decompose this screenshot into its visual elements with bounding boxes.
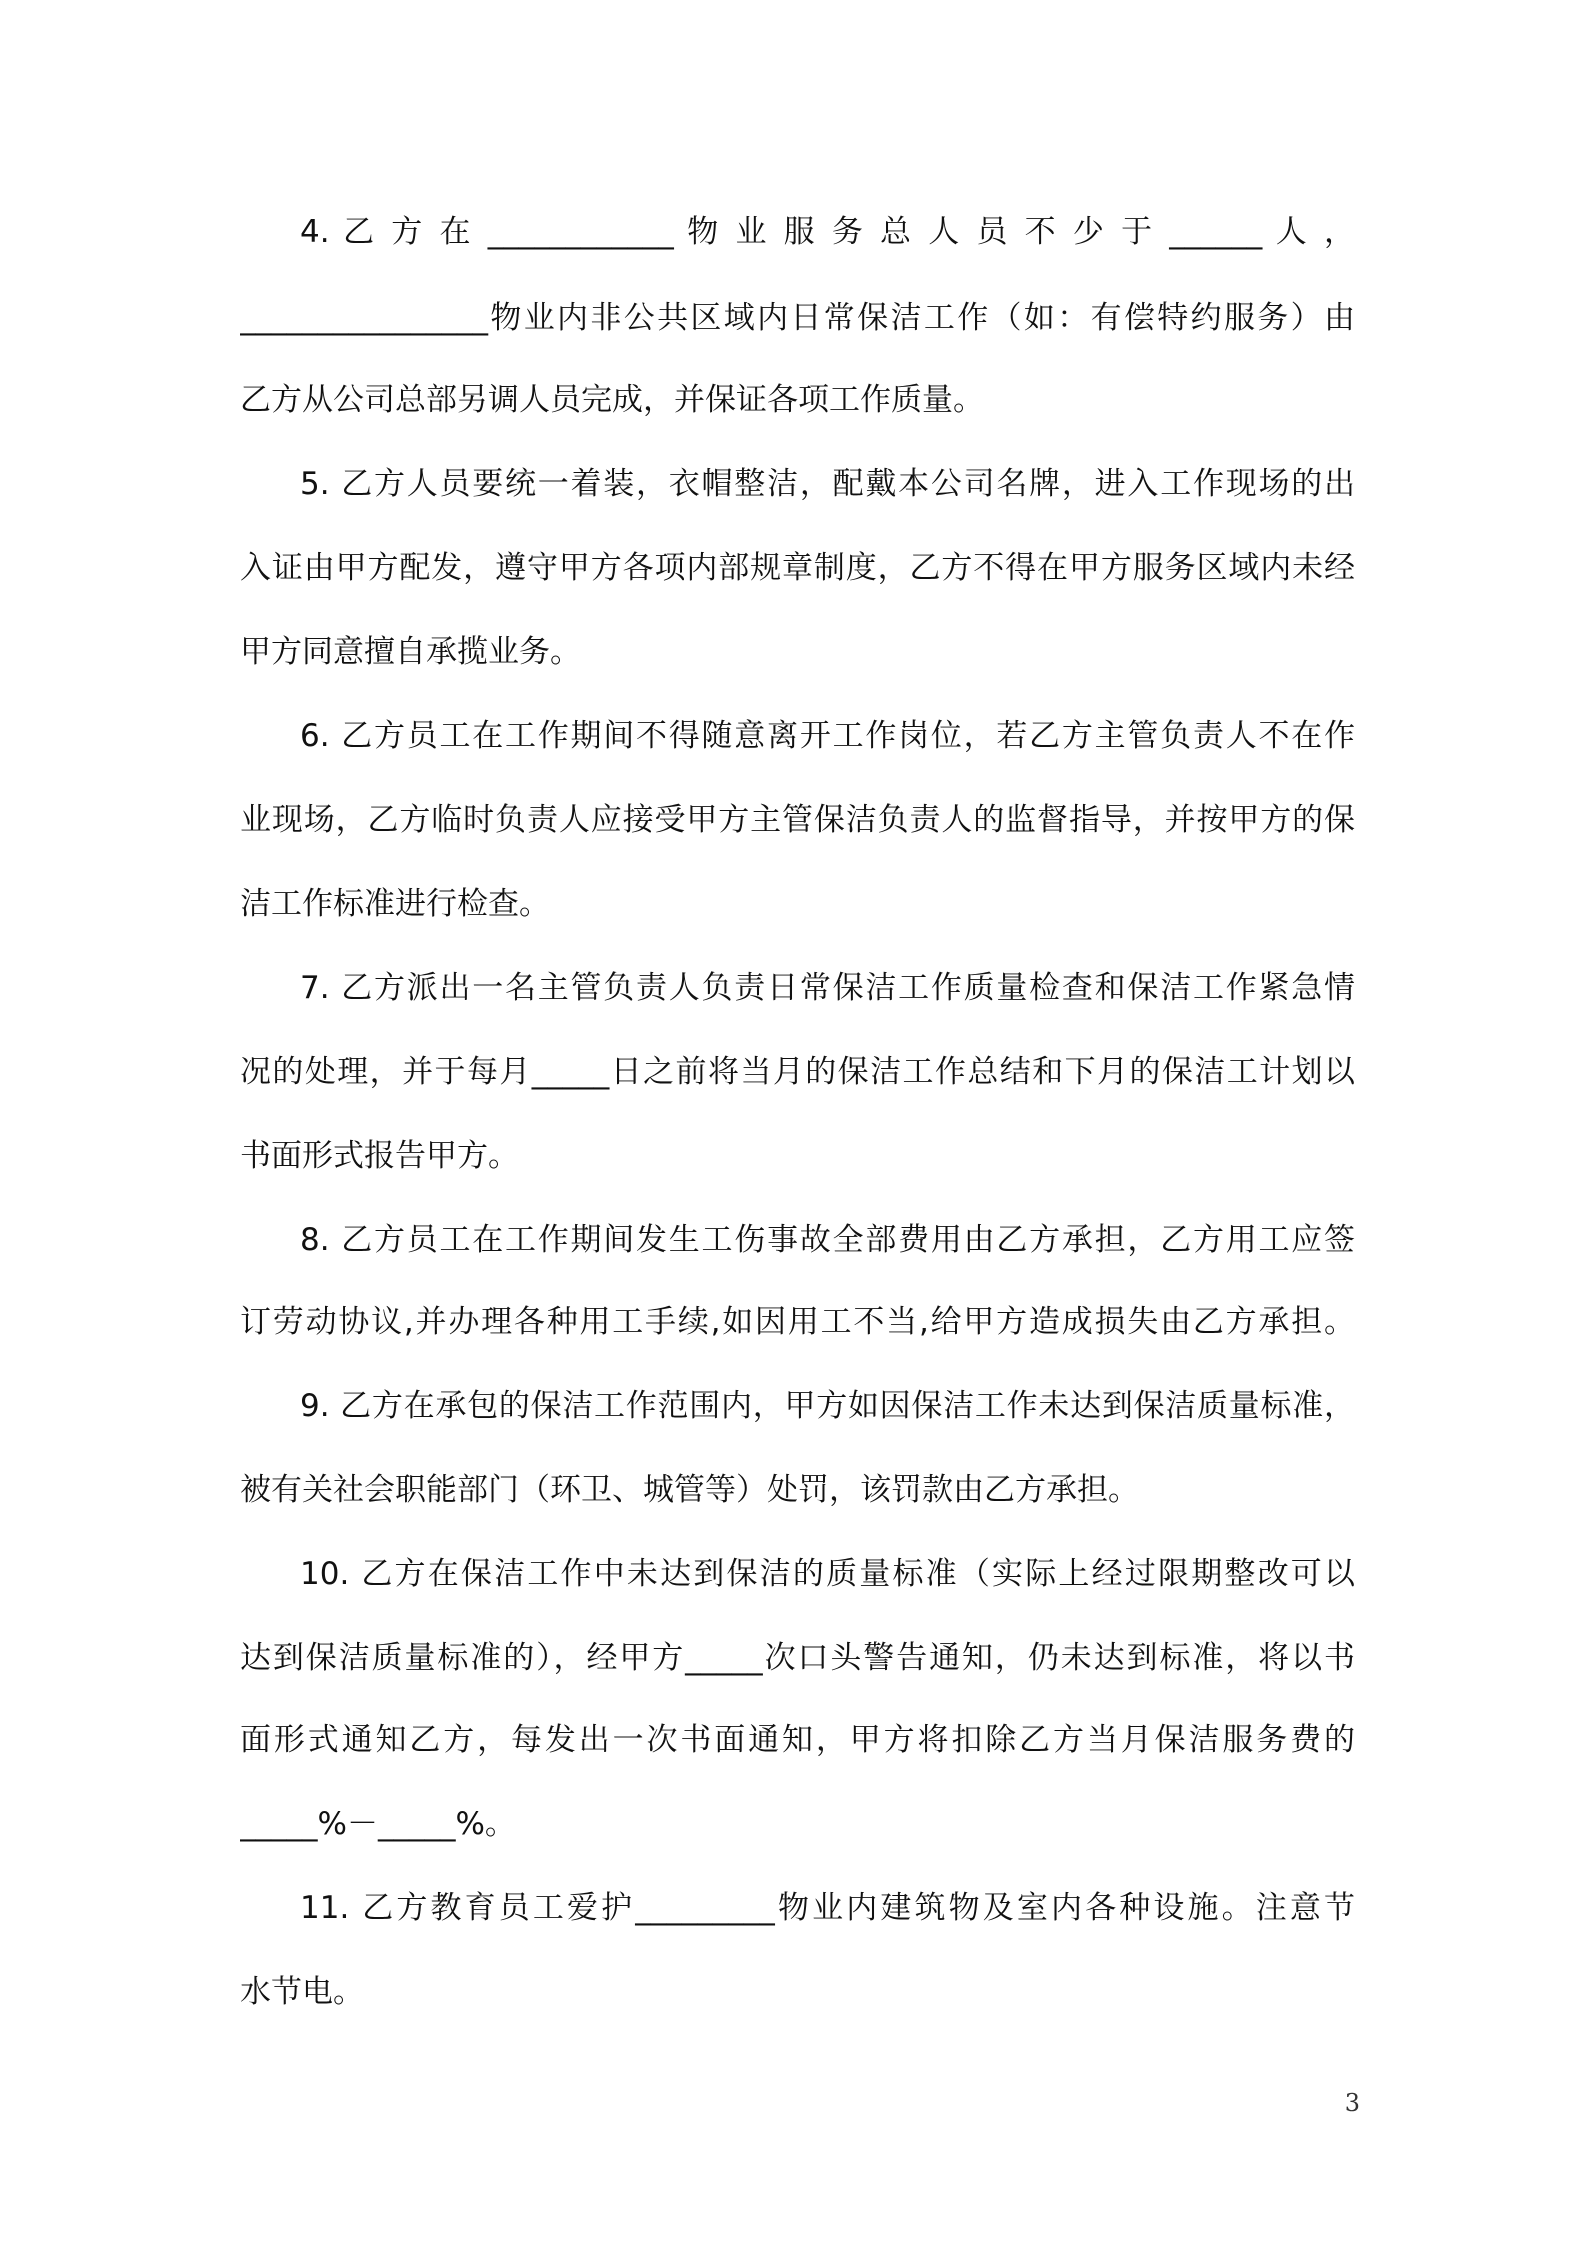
clause-6-line-1: 6. 乙方员工在工作期间不得随意离开工作岗位，若乙方主管负责人不在作 bbox=[300, 718, 1355, 754]
clause-11-line-2: 水节电。 bbox=[240, 1974, 364, 2010]
clause-8-line-1: 8. 乙方员工在工作期间发生工伤事故全部费用由乙方承担，乙方用工应签 bbox=[300, 1222, 1355, 1258]
clause-10-line-4: _____%－_____%。 bbox=[240, 1806, 516, 1842]
clause-10-line-1: 10. 乙方在保洁工作中未达到保洁的质量标准（实际上经过限期整改可以 bbox=[300, 1556, 1355, 1592]
clause-4-line-3: 乙方从公司总部另调人员完成，并保证各项工作质量。 bbox=[240, 382, 984, 418]
clause-4-line-2: ________________物业内非公共区域内日常保洁工作（如：有偿特约服务）由 bbox=[240, 300, 1355, 336]
clause-11-line-1: 11. 乙方教育员工爱护_________物业内建筑物及室内各种设施。注意节 bbox=[300, 1890, 1355, 1926]
page-number: 3 bbox=[1344, 2089, 1360, 2117]
clause-9-line-1: 9. 乙方在承包的保洁工作范围内，甲方如因保洁工作未达到保洁质量标准， bbox=[300, 1388, 1355, 1424]
clause-5-line-2: 入证由甲方配发，遵守甲方各项内部规章制度，乙方不得在甲方服务区域内未经 bbox=[240, 550, 1355, 586]
clause-7-line-3: 书面形式报告甲方。 bbox=[240, 1138, 519, 1174]
clause-5-line-1: 5. 乙方人员要统一着装，衣帽整洁，配戴本公司名牌，进入工作现场的出 bbox=[300, 466, 1355, 502]
clause-9-line-2: 被有关社会职能部门（环卫、城管等）处罚，该罚款由乙方承担。 bbox=[240, 1472, 1139, 1508]
clause-10-line-2: 达到保洁质量标准的），经甲方_____次口头警告通知，仍未达到标准，将以书 bbox=[240, 1640, 1355, 1676]
clause-8-line-2: 订劳动协议,并办理各种用工手续,如因用工不当,给甲方造成损失由乙方承担。 bbox=[240, 1304, 1355, 1340]
clause-10-line-3: 面形式通知乙方，每发出一次书面通知，甲方将扣除乙方当月保洁服务费的 bbox=[240, 1722, 1355, 1758]
clause-7-line-2: 况的处理，并于每月_____日之前将当月的保洁工作总结和下月的保洁工计划以 bbox=[240, 1054, 1355, 1090]
clause-5-line-3: 甲方同意擅自承揽业务。 bbox=[240, 634, 581, 670]
clause-6-line-3: 洁工作标准进行检查。 bbox=[240, 886, 550, 922]
clause-4-line-1: 4. 乙 方 在 ____________ 物 业 服 务 总 人 员 不 少 于 ______ 人 ， bbox=[300, 214, 1355, 250]
clause-6-line-2: 业现场，乙方临时负责人应接受甲方主管保洁负责人的监督指导，并按甲方的保 bbox=[240, 802, 1355, 838]
clause-7-line-1: 7. 乙方派出一名主管负责人负责日常保洁工作质量检查和保洁工作紧急情 bbox=[300, 970, 1355, 1006]
